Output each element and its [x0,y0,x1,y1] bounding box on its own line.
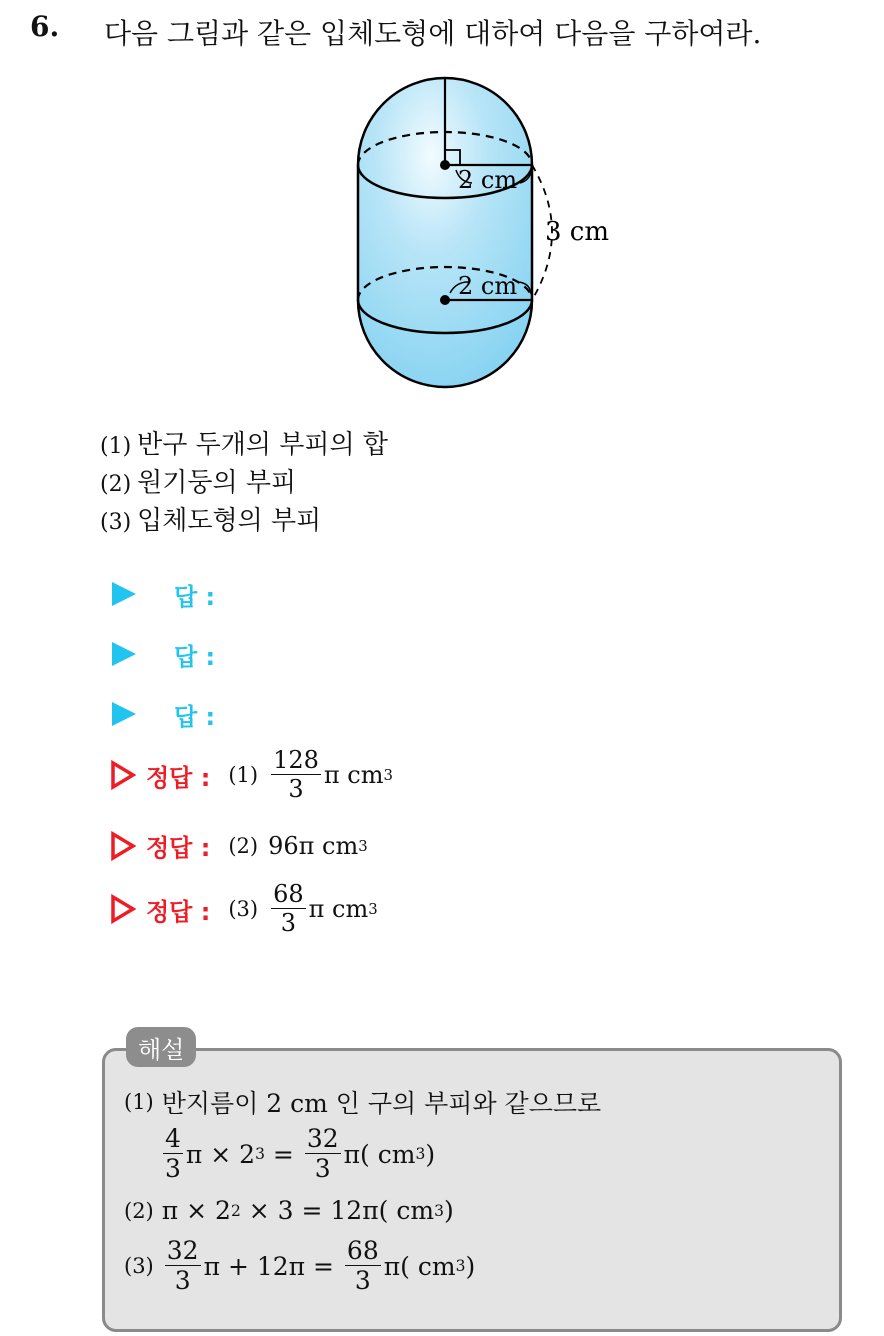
outline-arrow-icon [110,894,136,924]
fraction [271,748,321,802]
fraction-numerator: 4 [165,1124,181,1153]
capsule-figure [340,70,620,400]
fraction-denominator: 3 [280,909,296,938]
solution-unit: π( cm [383,1251,456,1281]
answer-key-number: (3) [228,897,259,922]
play-arrow-icon [112,702,136,726]
answer-key-unit: π cm [323,761,384,790]
answer-label: 답 : [174,642,216,671]
fraction [305,1126,341,1183]
answer-key-number: (1) [228,763,259,788]
solution-line-4: (3) $\frac{32}{3}$ π + 12π = $\frac{68}{3}$ π( cm 3 ) [124,1236,476,1296]
height-label: 3 cm [545,217,610,247]
answer-label: 답 : [174,582,216,611]
fraction [345,1238,381,1295]
closing-paren: ) [465,1251,476,1281]
solution-line-2: $\frac{4}{3}$ π × 2 3 = $\frac{32}{3}$ π( cm 3 ) [165,1124,436,1184]
solution-number: (3) [124,1254,154,1279]
fraction-numerator: 68 [346,1236,379,1265]
fraction-numerator: 32 [306,1124,339,1153]
top-radius-label: 2 cm [458,166,518,194]
answer-key-label: 정답 : [146,763,211,792]
answer-key-1 [110,748,393,802]
outline-arrow-icon [110,831,136,861]
fraction-numerator: 128 [273,746,319,774]
answer-key-2 [110,828,368,863]
solution-line-1 [124,1084,601,1120]
top-center-dot [440,160,450,170]
solution-line-3: (2) π × 2 2 × 3 = 12π( cm 3 ) [124,1196,454,1225]
fraction [271,882,306,936]
answer-key-label: 정답 : [146,897,211,926]
subquestion-number: (3) [100,510,132,535]
solution-text: 반지름이 2 cm 인 구의 부피와 같으므로 [161,1089,602,1118]
subquestion-text: 원기둥의 부피 [137,468,297,498]
subquestion-number: (1) [100,434,132,459]
answer-key-3 [110,882,378,936]
answer-key-number: (2) [228,833,259,858]
question-number: 6. [30,10,60,43]
subquestion-text: 입체도형의 부피 [137,506,322,536]
fraction-denominator: 3 [354,1266,371,1296]
closing-paren: ) [425,1139,436,1169]
solution-expression: π + 12π = [203,1251,342,1281]
fraction-denominator: 3 [165,1154,181,1184]
fraction-denominator: 3 [174,1266,191,1296]
solution-expression: π × 2 [185,1139,256,1169]
answer-key-value: (1) $\frac{128}{3}$ π cm 3 [228,746,393,804]
question-text: 다음 그림과 같은 입체도형에 대하여 다음을 구하여라. [104,17,762,50]
solution-expression: π × 2 [161,1196,231,1225]
answer-label: 답 : [174,702,216,731]
solution-number: (1) [124,1090,154,1114]
bottom-center-dot [440,295,450,305]
equals-sign: = [264,1139,302,1169]
fraction-numerator: 32 [166,1236,199,1265]
subquestion-number: (2) [100,472,132,497]
answer-row-2[interactable] [112,634,215,674]
answer-key-text: 96π cm [268,831,359,860]
fraction [163,1126,183,1183]
fraction-numerator: 68 [273,880,304,908]
answer-row-1[interactable] [112,574,215,614]
closing-paren: ) [443,1196,454,1225]
answer-key-label: 정답 : [146,834,211,862]
subquestion-text: 반구 두개의 부피의 합 [137,430,389,460]
outline-arrow-icon [110,760,136,790]
fraction [165,1238,201,1295]
play-arrow-icon [112,582,136,606]
subquestion-1 [100,424,388,461]
answer-row-3[interactable] [112,694,215,734]
solution-number: (2) [124,1198,154,1223]
subquestion-3 [100,500,321,537]
solution-expression: × 3 = 12π( cm [240,1196,435,1225]
answer-key-value: (2) 96π cm 3 [228,831,368,860]
solution-tab: 해설 [126,1027,196,1067]
fraction-denominator: 3 [314,1154,331,1184]
solution-unit: π( cm [343,1139,416,1169]
subquestion-2 [100,462,296,499]
answer-key-value: (3) $\frac{68}{3}$ π cm 3 [228,880,378,938]
fraction-denominator: 3 [288,775,304,804]
bottom-radius-label: 2 cm [458,272,518,300]
play-arrow-icon [112,642,136,666]
answer-key-unit: π cm [308,895,369,924]
